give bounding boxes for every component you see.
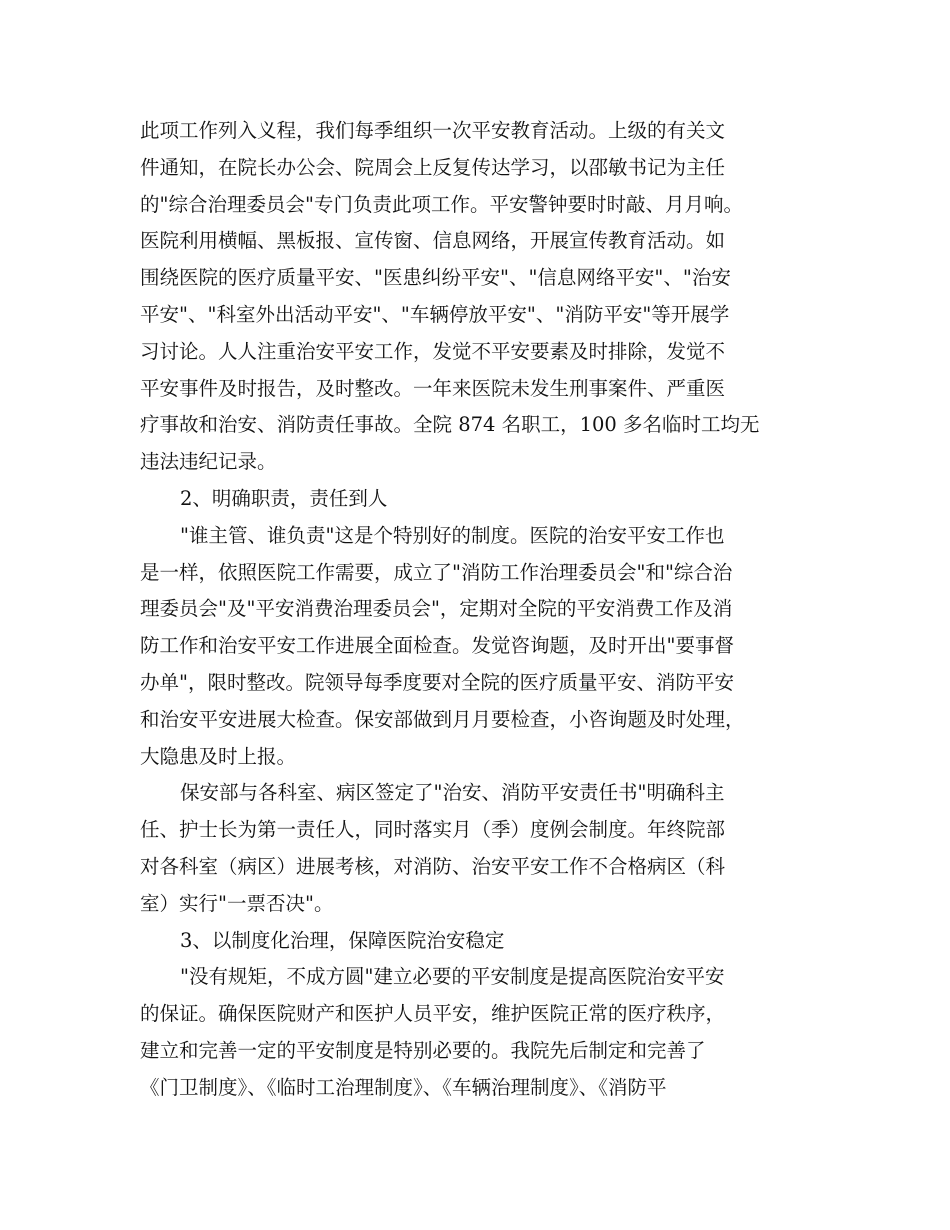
text-line: 围绕医院的医疗质量平安、"医患纠纷平安"、"信息网络平安"、"治安 bbox=[140, 266, 731, 290]
document-body bbox=[140, 113, 820, 1107]
text-line: "谁主管、谁负责"这是个特别好的制度。医院的治安平安工作也 bbox=[180, 523, 725, 547]
text-line: 违法违纪记录。 bbox=[140, 450, 277, 474]
text-line: 习讨论。人人注重治安平安工作，发觉不平安要素及时排除，发觉不 bbox=[140, 339, 726, 363]
text-line: 建立和完善一定的平安制度是特别必要的。我院先后制定和完善了 bbox=[140, 1038, 706, 1062]
text-line: 的"综合治理委员会"专门负责此项工作。平安警钟要时时敲、月月响。 bbox=[140, 192, 743, 216]
text-line: 室）实行"一票否决"。 bbox=[140, 891, 334, 915]
section-heading: 2、明确职责，责任到人 bbox=[180, 486, 388, 510]
text-line: 办单"，限时整改。院领导每季度要对全院的医疗质量平安、消防平安 bbox=[140, 670, 734, 694]
text-line: 疗事故和治安、消防责任事故。全院 874 名职工，100 多名临时工均无 bbox=[140, 413, 760, 437]
text-line: 保安部与各科室、病区签定了"治安、消防平安责任书"明确科主 bbox=[180, 781, 725, 805]
text-line: 防工作和治安平安工作进展全面检查。发觉咨询题，及时开出"要事督 bbox=[140, 634, 734, 658]
text-line: 大隐患及时上报。 bbox=[140, 744, 297, 768]
text-line: 此项工作列入义程，我们每季组织一次平安教育活动。上级的有关文 bbox=[140, 119, 726, 142]
text-line: 对各科室（病区）进展考核，对消防、治安平安工作不合格病区（科 bbox=[140, 854, 726, 878]
text-line: 理委员会"及"平安消费治理委员会"，定期对全院的平安消费工作及消 bbox=[140, 597, 733, 621]
text-line: 平安事件及时报告，及时整改。一年来医院未发生刑事案件、严重医 bbox=[140, 376, 726, 400]
text-line: 平安"、"科室外出活动平安"、"车辆停放平安"、"消防平安"等开展学 bbox=[140, 302, 730, 326]
text-line: 《门卫制度》、《临时工治理制度》、《车辆治理制度》、《消防平 bbox=[140, 1075, 667, 1099]
text-line: 任、护士长为第一责任人，同时落实月（季）度例会制度。年终院部 bbox=[140, 818, 726, 842]
section-heading: 3、以制度化治理，保障医院治安稳定 bbox=[180, 928, 505, 952]
text-line: 医院利用横幅、黑板报、宣传窗、信息网络，开展宣传教育活动。如 bbox=[140, 229, 726, 253]
text-line: 是一样，依照医院工作需要，成立了"消防工作治理委员会"和"综合治 bbox=[140, 560, 733, 584]
text-line: "没有规矩，不成方圆"建立必要的平安制度是提高医院治安平安 bbox=[180, 965, 725, 989]
text-line: 的保证。确保医院财产和医护人员平安，维护医院正常的医疗秩序， bbox=[140, 1002, 726, 1026]
text-line: 和治安平安进展大检查。保安部做到月月要检查，小咨询题及时处理， bbox=[140, 707, 745, 731]
text-line: 件通知，在院长办公会、院周会上反复传达学习，以邵敏书记为主任 bbox=[140, 155, 726, 179]
